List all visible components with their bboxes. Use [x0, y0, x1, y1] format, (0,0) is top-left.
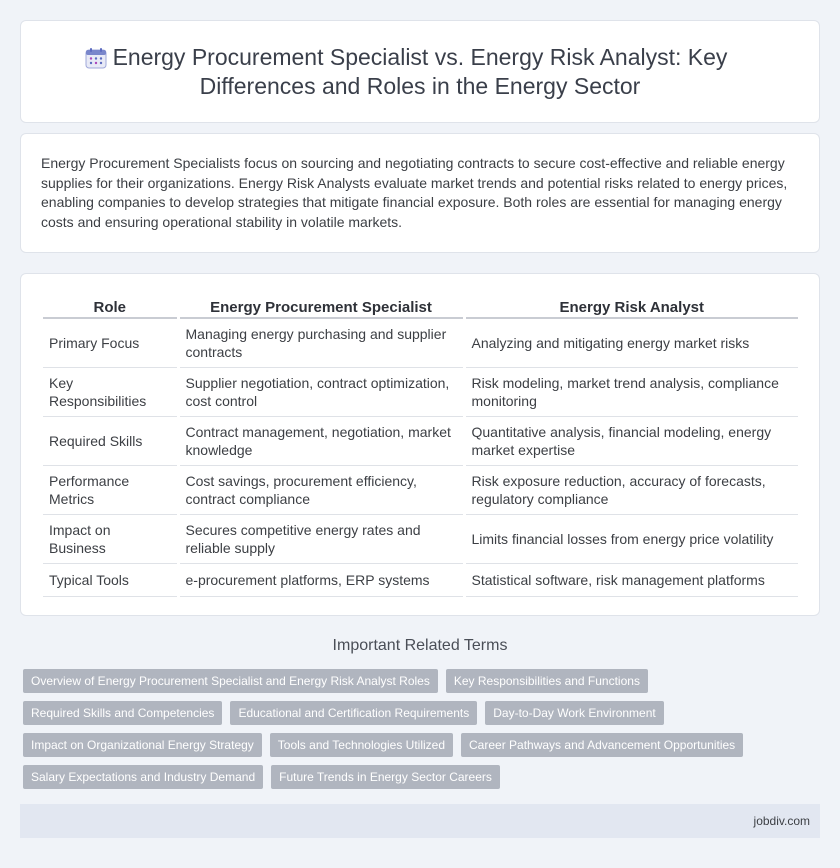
comparison-table — [43, 296, 798, 597]
table-row — [43, 367, 798, 416]
header-procurement-specialist: Energy Procurement Specialist — [178, 296, 464, 318]
related-term-tag[interactable]: Key Responsibilities and Functions — [446, 669, 648, 693]
header-risk-analyst: Energy Risk Analyst — [464, 296, 798, 318]
risk-cell: Statistical software, risk management platforms — [464, 563, 798, 596]
table-row — [43, 563, 798, 596]
related-term-tag[interactable]: Future Trends in Energy Sector Careers — [271, 765, 500, 789]
header-role: Role — [43, 296, 178, 318]
tag-row — [23, 669, 818, 693]
related-term-tag[interactable]: Impact on Organizational Energy Strategy — [23, 733, 262, 757]
related-term-tag[interactable]: Educational and Certification Requirements — [230, 701, 477, 725]
tag-row — [23, 701, 818, 725]
intro-card — [20, 133, 820, 253]
procurement-cell: Secures competitive energy rates and reliable supply — [178, 514, 464, 563]
footer-site-link[interactable]: jobdiv.com — [753, 814, 810, 828]
risk-cell: Limits financial losses from energy price volatility — [464, 514, 798, 563]
row-label: Typical Tools — [43, 563, 178, 596]
row-label: Performance Metrics — [43, 465, 178, 514]
related-term-tag[interactable]: Day-to-Day Work Environment — [485, 701, 664, 725]
row-label: Primary Focus — [43, 318, 178, 367]
risk-cell: Risk exposure reduction, accuracy of forecasts, regulatory compliance — [464, 465, 798, 514]
procurement-cell: Cost savings, procurement efficiency, contract compliance — [178, 465, 464, 514]
tag-row — [23, 733, 818, 757]
table-row — [43, 465, 798, 514]
related-term-tag[interactable]: Tools and Technologies Utilized — [270, 733, 453, 757]
table-row — [43, 514, 798, 563]
title-card — [20, 20, 820, 123]
procurement-cell: Contract management, negotiation, market knowledge — [178, 416, 464, 465]
related-term-tag[interactable]: Salary Expectations and Industry Demand — [23, 765, 263, 789]
related-term-tag[interactable]: Required Skills and Competencies — [23, 701, 222, 725]
page-title: Energy Procurement Specialist vs. Energy Risk Analyst: Key Differences and Roles in the Energy Sector — [112, 44, 728, 99]
procurement-cell: e-procurement platforms, ERP systems — [178, 563, 464, 596]
related-term-tag[interactable]: Career Pathways and Advancement Opportunities — [461, 733, 743, 757]
footer — [20, 804, 820, 838]
row-label: Required Skills — [43, 416, 178, 465]
tag-row — [23, 765, 818, 789]
procurement-cell: Supplier negotiation, contract optimization, cost control — [178, 367, 464, 416]
row-label: Impact on Business — [43, 514, 178, 563]
risk-cell: Risk modeling, market trend analysis, compliance monitoring — [464, 367, 798, 416]
intro-paragraph: Energy Procurement Specialists focus on sourcing and negotiating contracts to secure cost-effective and reliable energy supplies for their organizations. Energy Risk Analysts evaluate market trends and potential risks related to energy prices, enabling companies to develop strategies that mitigate financial exposure. Both roles are essential for managing energy costs and ensuring operational stability in volatile markets. — [41, 155, 788, 230]
comparison-card — [20, 273, 820, 616]
table-row — [43, 416, 798, 465]
related-term-tag[interactable]: Overview of Energy Procurement Specialist and Energy Risk Analyst Roles — [23, 669, 438, 693]
related-terms-list — [23, 669, 818, 797]
related-terms-heading: Important Related Terms — [332, 637, 508, 654]
table-row — [43, 318, 798, 367]
risk-cell: Quantitative analysis, financial modeling, energy market expertise — [464, 416, 798, 465]
table-header-row — [43, 296, 798, 318]
procurement-cell: Managing energy purchasing and supplier contracts — [178, 318, 464, 367]
risk-cell: Analyzing and mitigating energy market risks — [464, 318, 798, 367]
row-label: Key Responsibilities — [43, 367, 178, 416]
